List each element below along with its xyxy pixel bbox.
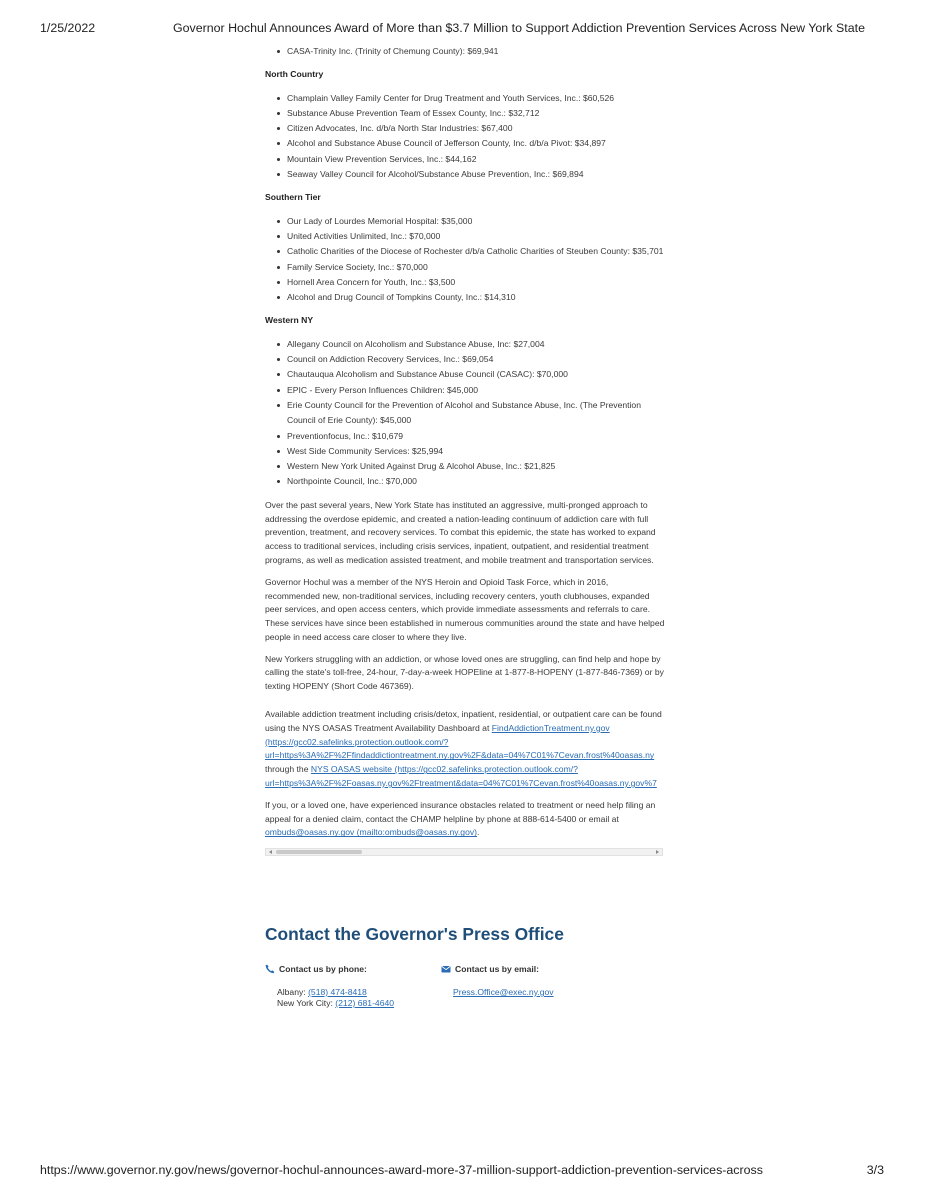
region-heading-western-ny: Western NY [265,315,314,326]
list-item: Western New York United Against Drug & Alcohol Abuse, Inc.: $21,825 [275,459,665,474]
print-page-title: Governor Hochul Announces Award of More than $3.7 Million to Support Addiction Prevention Services Across New York State [173,21,865,35]
scroll-left-icon[interactable] [269,850,272,854]
nyc-phone-link[interactable]: (212) 681-4640 [335,998,395,1008]
phone-numbers [277,987,394,1009]
list-item: EPIC - Every Person Influences Children: $45,000 [275,383,665,398]
region-heading-southern-tier: Southern Tier [265,192,321,203]
list-item: Chautauqua Alcoholism and Substance Abuse Council (CASAC): $70,000 [275,367,665,382]
award-list-north-country [275,91,665,183]
contact-email-label [441,963,554,975]
list-item: Erie County Council for the Prevention of Alcohol and Substance Abuse, Inc. (The Prevention Council of Erie County): $45,000 [275,398,665,429]
scroll-right-icon[interactable] [656,850,659,854]
list-item: United Activities Unlimited, Inc.: $70,000 [275,229,665,244]
print-header [40,21,886,37]
article-body [265,44,665,856]
award-list-southern-tier [275,214,665,306]
paragraph-champ-helpline [265,799,665,840]
list-item: Allegany Council on Alcoholism and Substance Abuse, Inc: $27,004 [275,337,665,352]
safelink-url-part[interactable]: (https://gcc02.safelinks.protection.outlook.com/? [265,736,449,747]
page-number: 3/3 [866,1163,884,1177]
list-item: Citizen Advocates, Inc. d/b/a North Star Industries: $67,400 [275,121,665,136]
list-item: Substance Abuse Prevention Team of Essex County, Inc.: $32,712 [275,106,665,121]
phone-icon [265,964,275,974]
scrollbar-thumb[interactable] [276,850,362,854]
list-item: Family Service Society, Inc.: $70,000 [275,260,665,275]
contact-email-label-text: Contact us by email: [455,964,540,974]
ombuds-email-link[interactable]: ombuds@oasas.ny.gov (mailto:ombuds@oasas.ny.gov) [265,827,478,838]
print-footer [40,1163,886,1179]
list-item: Alcohol and Substance Abuse Council of Jefferson County, Inc. d/b/a Pivot: $34,897 [275,136,665,151]
paragraph-hopeline: New Yorkers struggling with an addiction, or whose loved ones are struggling, can find help and hope by calling the state's toll-free, 24-hour, 7-day-a-week HOPEline at 1-877-8-HOPENY (1-877-846-7369) or by texting HOPENY (Short Code 467369). [265,653,664,692]
list-item: Our Lady of Lourdes Memorial Hospital: $35,000 [275,214,665,229]
nyc-label: New York City: [277,998,336,1008]
albany-phone-link[interactable]: (518) 474-8418 [308,987,367,997]
list-item: Northpointe Council, Inc.: $70,000 [275,474,665,489]
oasas-website-link[interactable]: NYS OASAS website [310,764,393,775]
award-list-western-ny [275,337,665,490]
contact-phone-label-text: Contact us by phone: [279,964,367,974]
list-item: CASA-Trinity Inc. (Trinity of Chemung County): $69,941 [275,44,665,59]
list-item: Alcohol and Drug Council of Tompkins County, Inc.: $14,310 [275,290,665,305]
list-item: Champlain Valley Family Center for Drug Treatment and Youth Services, Inc.: $60,526 [275,91,665,106]
press-office-heading: Contact the Governor's Press Office [265,924,564,944]
safelink-url-part[interactable]: url=https%3A%2F%2Foasas.ny.gov%2Ftreatment&data=04%7C01%7Cevan.frost%40oasas.ny.gov%7 [265,778,657,789]
press-office-email-link[interactable]: Press.Office@exec.ny.gov [453,987,554,997]
region-heading-north-country: North Country [265,69,324,80]
contact-phone-label [265,963,394,975]
safelink-url-part[interactable]: url=https%3A%2F%2Ffindaddictiontreatment.ny.gov%2F&data=04%7C01%7Cevan.frost%40oasas.ny [265,750,655,761]
list-item: Preventionfocus, Inc.: $10,679 [275,429,665,444]
list-item: Seaway Valley Council for Alcohol/Substance Abuse Prevention, Inc.: $69,894 [275,167,665,182]
paragraph-text: If you, or a loved one, have experienced insurance obstacles related to treatment or need help filing an appeal for a denied claim, contact the CHAMP helpline by phone at 888-614-5400 or email at [265,799,656,824]
paragraph-text: through the [265,764,311,775]
list-item: Hornell Area Concern for Youth, Inc.: $3,500 [275,275,665,290]
safelink-url-part[interactable]: (https://gcc02.safelinks.protection.outlook.com/? [392,764,578,775]
find-addiction-treatment-link[interactable]: FindAddictionTreatment.ny.gov [491,722,610,733]
paragraph-overdose-approach: Over the past several years, New York State has instituted an aggressive, multi-pronged approach to addressing the overdose epidemic, and created a nation-leading continuum of addiction care with full prevention, treatment, and recovery services. To combat this epidemic, the state has worked to expand access to traditional services, including crisis services, inpatient, outpatient, and residential treatment programs, as well as medication assisted treatment, and mobile treatment and transportation services. [265,499,656,565]
envelope-icon [441,964,451,974]
list-item: Mountain View Prevention Services, Inc.: $44,162 [275,152,665,167]
horizontal-scrollbar[interactable] [265,848,663,856]
list-item: Catholic Charities of the Diocese of Rochester d/b/a Catholic Charities of Steuben County: $35,701 [275,244,665,259]
contact-email-section [441,963,554,998]
paragraph-text: Available addiction treatment including crisis/detox, inpatient, residential, or outpatient care can be found using the NYS OASAS Treatment Availability Dashboard at [265,709,662,733]
print-url: https://www.governor.ny.gov/news/governor-hochul-announces-award-more-37-million-support-addiction-prevention-services-across [40,1163,763,1177]
print-date: 1/25/2022 [40,21,96,35]
list-item: West Side Community Services: $25,994 [275,444,665,459]
paragraph-text: . [477,827,480,838]
albany-label: Albany: [277,987,309,997]
paragraph-treatment-dashboard [265,708,663,791]
continued-award-list [275,44,665,59]
paragraph-task-force: Governor Hochul was a member of the NYS Heroin and Opioid Task Force, which in 2016, recommended new, non-traditional services, including recovery centers, youth clubhouses, expanded peer services, and open access centers, which provide immediate assessments and referrals to care. These services have since been established in numerous communities around the state and have helped people in need access care closer to where they live. [265,576,665,642]
email-address [453,987,554,998]
list-item: Council on Addiction Recovery Services, Inc.: $69,054 [275,352,665,367]
contact-phone-section [265,963,394,1009]
